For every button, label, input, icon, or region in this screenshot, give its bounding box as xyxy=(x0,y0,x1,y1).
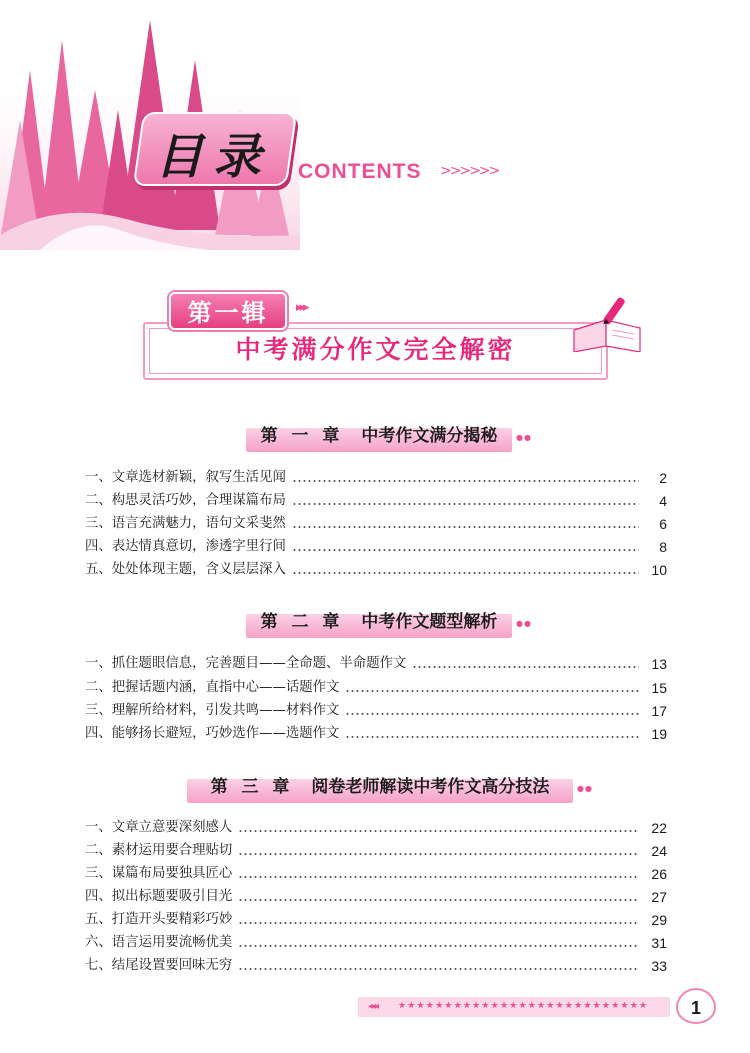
toc-leader xyxy=(345,736,639,738)
chapter-heading xyxy=(246,420,532,452)
part-title: 中考满分作文完全解密 xyxy=(235,335,516,364)
toc-leader xyxy=(238,945,639,947)
toc-item[interactable] xyxy=(85,560,667,580)
contents-arrows: >>>>>> xyxy=(440,163,499,179)
toc-page-number: 29 xyxy=(651,912,667,928)
toc-item[interactable] xyxy=(85,678,667,698)
toc-page-number: 17 xyxy=(651,703,667,719)
toc-leader xyxy=(345,713,639,715)
toc-leader xyxy=(238,853,639,855)
chapter-heading xyxy=(187,771,593,803)
toc-page-number: 26 xyxy=(651,866,667,882)
footer-arrows: ◂◂◂ xyxy=(368,1001,378,1012)
chapter-name: 中考作文题型解析 xyxy=(361,612,498,632)
toc-item-title: 二、构思灵活巧妙，合理谋篇布局 xyxy=(85,493,286,508)
toc-item-title: 五、打造开头要精彩巧妙 xyxy=(85,912,233,927)
toc-page-number: 24 xyxy=(651,843,667,859)
toc-leader xyxy=(238,968,639,970)
toc-page-number: 13 xyxy=(651,656,667,672)
toc-page-number: 4 xyxy=(659,493,667,509)
toc-leader xyxy=(292,572,639,574)
chapter-dots: ●● xyxy=(516,619,532,628)
toc-leader xyxy=(292,526,639,528)
toc-item[interactable] xyxy=(85,887,667,907)
toc-leader xyxy=(238,876,639,878)
toc-item-title: 一、抓住题眼信息，完善题目——全命题、半命题作文 xyxy=(85,656,407,671)
toc-page-number: 27 xyxy=(651,889,667,905)
toc-leader xyxy=(238,899,639,901)
toc-page-number: 2 xyxy=(659,470,667,486)
toc-item-title: 六、语言运用要流畅优美 xyxy=(85,935,233,950)
toc-item-title: 四、拟出标题要吸引目光 xyxy=(85,889,233,904)
toc-page-number: 22 xyxy=(651,820,667,836)
toc-item-title: 二、把握话题内涵，直指中心——话题作文 xyxy=(85,680,340,695)
toc-item-title: 二、素材运用要合理贴切 xyxy=(85,843,233,858)
toc-item[interactable] xyxy=(85,491,667,511)
toc-item[interactable] xyxy=(85,701,667,721)
open-book-pen-icon xyxy=(570,290,645,352)
toc-item[interactable] xyxy=(85,910,667,930)
title-block xyxy=(138,112,298,188)
toc-leader xyxy=(292,503,639,505)
toc-item-title: 五、处处体现主题，含义层层深入 xyxy=(85,562,286,577)
toc-item[interactable] xyxy=(85,956,667,976)
toc-item[interactable] xyxy=(85,654,667,674)
toc-item[interactable] xyxy=(85,841,667,861)
toc-leader xyxy=(238,830,639,832)
chapter-dots: ●● xyxy=(577,784,593,793)
toc-item[interactable] xyxy=(85,537,667,557)
footer-stars: ★★★★★★★★★★★★★★★★★★★★★★★★★★★ xyxy=(398,1001,649,1011)
page-number-badge: 1 xyxy=(676,988,716,1024)
toc-item-title: 四、表达情真意切，渗透字里行间 xyxy=(85,539,286,554)
toc-page-number: 15 xyxy=(651,680,667,696)
toc-item-title: 三、语言充满魅力，语句文采斐然 xyxy=(85,516,286,531)
toc-page-number: 33 xyxy=(651,958,667,974)
toc-item[interactable] xyxy=(85,933,667,953)
contents-label: CONTENTS xyxy=(298,160,422,183)
chapter-heading xyxy=(246,606,532,638)
toc-page-number: 31 xyxy=(651,935,667,951)
toc-item-title: 一、文章立意要深刻感人 xyxy=(85,820,233,835)
toc-item[interactable] xyxy=(85,818,667,838)
toc-leader xyxy=(345,690,639,692)
toc-item-title: 一、文章选材新颖，叙写生活见闻 xyxy=(85,470,286,485)
toc-item[interactable] xyxy=(85,468,667,488)
toc-item-title: 七、结尾设置要回味无穷 xyxy=(85,958,233,973)
toc-leader xyxy=(292,549,639,551)
toc-leader xyxy=(292,480,639,482)
toc-page-number: 6 xyxy=(659,516,667,532)
chapter-name: 中考作文满分揭秘 xyxy=(361,426,498,446)
toc-item-title: 三、谋篇布局要独具匠心 xyxy=(85,866,233,881)
toc-item-title: 三、理解所给材料，引发共鸣——材料作文 xyxy=(85,703,340,718)
part-arrows: ▸▸▸ xyxy=(296,300,307,315)
chapter-name: 阅卷老师解读中考作文高分技法 xyxy=(311,777,550,797)
toc-item[interactable] xyxy=(85,864,667,884)
toc-item[interactable] xyxy=(85,724,667,744)
toc-leader xyxy=(412,666,639,668)
chapter-number: 第 一 章 xyxy=(260,426,344,446)
chapter-dots: ●● xyxy=(516,433,532,442)
toc-page-number: 8 xyxy=(659,539,667,555)
toc-leader xyxy=(238,922,639,924)
page-title: 目录 xyxy=(154,129,271,185)
toc-item[interactable] xyxy=(85,514,667,534)
toc-item-title: 四、能够扬长避短，巧妙选作——选题作文 xyxy=(85,726,340,741)
toc-page-number: 19 xyxy=(651,726,667,742)
chapter-number: 第 三 章 xyxy=(210,777,294,797)
toc-page-number: 10 xyxy=(651,562,667,578)
chapter-number: 第 二 章 xyxy=(260,612,344,632)
part-badge: 第一辑 xyxy=(169,292,287,330)
